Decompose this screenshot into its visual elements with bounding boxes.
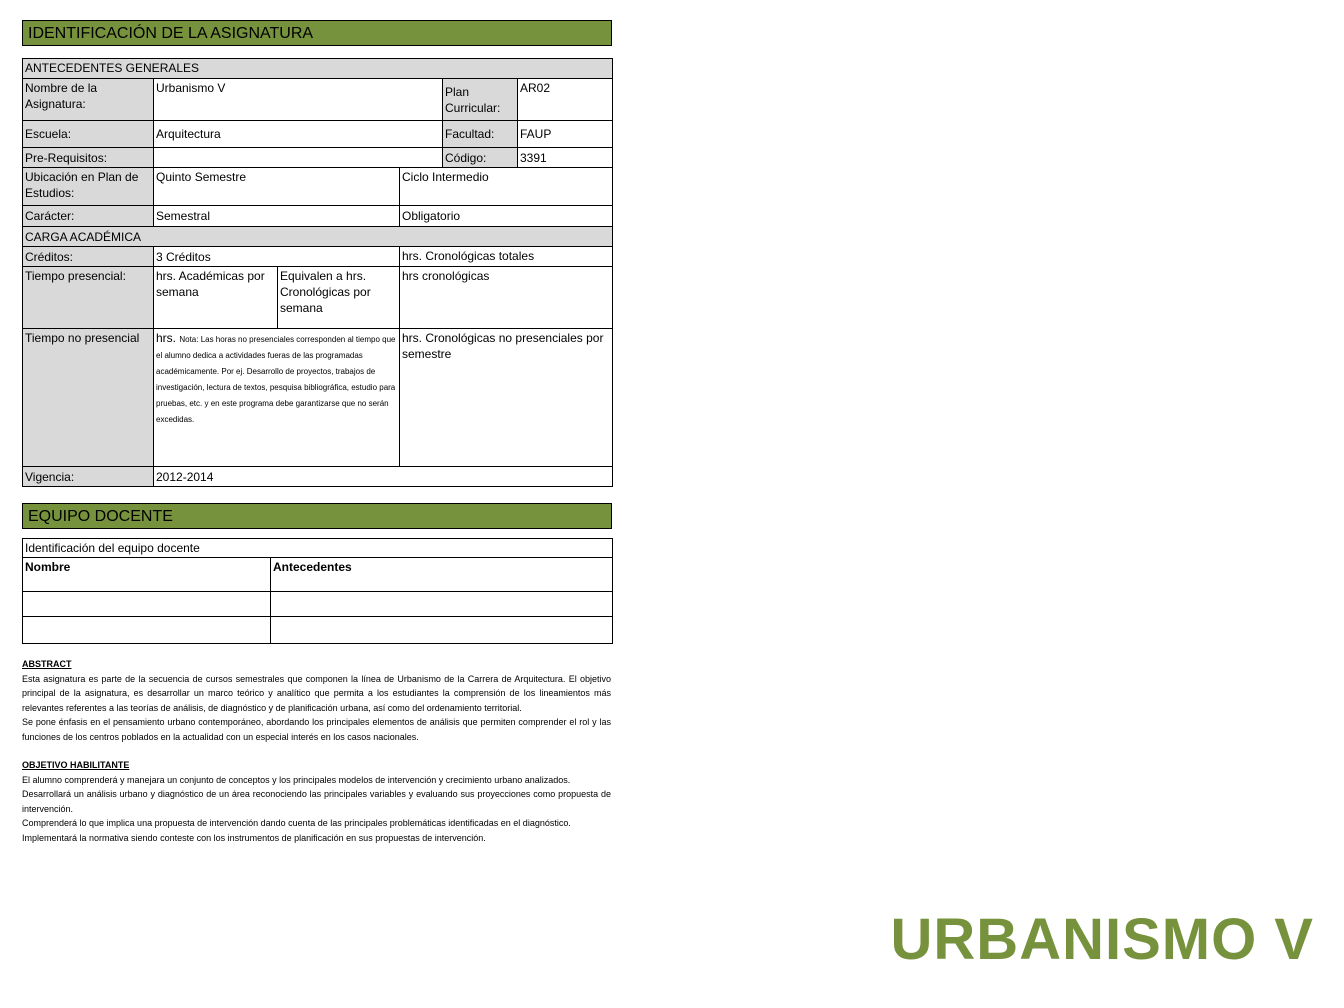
spacer xyxy=(22,744,611,758)
obligatorio-value: Obligatorio xyxy=(400,206,613,227)
nombre-label: Nombre de la Asignatura: xyxy=(23,79,154,121)
col-antecedentes: Antecedentes xyxy=(271,558,613,592)
no-presencial-cell xyxy=(154,329,400,467)
cronologicas-totales: hrs. Cronológicas totales xyxy=(400,247,613,267)
presencial-equivalen: Equivalen a hrs. Cronológicas por semana xyxy=(278,267,400,329)
docente-nombre-cell[interactable] xyxy=(23,592,271,617)
section-banner-equipo-docente: EQUIPO DOCENTE xyxy=(22,503,612,529)
no-presencial-hrs: hrs. xyxy=(156,331,180,345)
section-banner-identificacion: IDENTIFICACIÓN DE LA ASIGNATURA xyxy=(22,20,612,46)
docente-antecedentes-cell[interactable] xyxy=(271,617,613,644)
plan-value: AR02 xyxy=(518,79,613,121)
creditos-value: 3 Créditos xyxy=(154,247,400,267)
facultad-value: FAUP xyxy=(518,121,613,148)
objetivo-heading: OBJETIVO HABILITANTE xyxy=(22,760,130,770)
col-nombre: Nombre xyxy=(23,558,271,592)
presencial-academicas: hrs. Académicas por semana xyxy=(154,267,278,329)
nombre-value: Urbanismo V xyxy=(154,79,443,121)
objetivo-paragraph: Implementará la normativa siendo conteste con los instrumentos de planificación en sus propuestas de intervención. xyxy=(22,832,486,843)
course-form xyxy=(22,20,612,644)
codigo-value: 3391 xyxy=(518,148,613,168)
escuela-label: Escuela: xyxy=(23,121,154,148)
prereq-label: Pre-Requisitos: xyxy=(23,148,154,168)
docente-table xyxy=(22,538,613,644)
course-title: URBANISMO V xyxy=(890,907,1314,972)
plan-label: Plan Curricular: xyxy=(443,79,518,121)
creditos-label: Créditos: xyxy=(23,247,154,267)
abstract-paragraph: Se pone énfasis en el pensamiento urbano contemporáneo, abordando los principales elementos de análisis que permiten comprender el rol y las funciones de los centros poblados en la actualidad con un especial interés en los casos nacionales. xyxy=(22,717,611,742)
objetivo-paragraph: Comprenderá lo que implica una propuesta de intervención dando cuenta de las principales problemáticas identificadas en el diagnóstico. xyxy=(22,818,571,828)
ubicacion-label: Ubicación en Plan de Estudios: xyxy=(23,168,154,206)
objetivo-paragraph: Desarrollará un análisis urbano y diagnóstico de un área reconociendo las principales variables y evaluando sus proyecciones como propuesta de intervención. xyxy=(22,789,611,814)
presencial-label: Tiempo presencial: xyxy=(23,267,154,329)
prereq-value xyxy=(154,148,443,168)
antecedentes-heading: ANTECEDENTES GENERALES xyxy=(23,59,613,79)
abstract-paragraph: Esta asignatura es parte de la secuencia de cursos semestrales que componen la línea de Urbanismo de la Carrera de Arquitectura. El objetivo principal de la asignatura, es desarrollar un marco teórico y analítico que permita a los estudiantes la comprensión de los lineamientos más relevantes referentes a las teorías de análisis, de diagnóstico y de planificación urbana, así como del ordenamiento territorial. xyxy=(22,673,611,713)
docente-antecedentes-cell[interactable] xyxy=(271,592,613,617)
objetivo-paragraph: El alumno comprenderá y manejara un conjunto de conceptos y los principales modelos de intervención y crecimiento urbano analizados. xyxy=(22,774,571,785)
ubicacion-value: Quinto Semestre xyxy=(154,168,400,206)
presencial-cronologicas: hrs cronológicas xyxy=(400,267,613,329)
abstract-heading: ABSTRACT xyxy=(22,659,72,669)
no-presencial-label: Tiempo no presencial xyxy=(23,329,154,467)
no-presencial-semestre: hrs. Cronológicas no presenciales por semestre xyxy=(400,329,613,467)
no-presencial-note: Nota: Las horas no presenciales corresponden al tiempo que el alumno dedica a actividades fueras de las programadas académicamente. Por ej. Desarrollo de proyectos, trabajos de investigación, lectura de textos, pesquisa bibliográfica, estudio para pruebas, etc. y en este programa debe garantizarse que no serán excedidas. xyxy=(156,335,396,424)
description-text xyxy=(22,657,611,845)
facultad-label: Facultad: xyxy=(443,121,518,148)
docente-caption: Identificación del equipo docente xyxy=(23,539,613,558)
docente-nombre-cell[interactable] xyxy=(23,617,271,644)
codigo-label: Código: xyxy=(443,148,518,168)
ciclo-value: Ciclo Intermedio xyxy=(400,168,613,206)
vigencia-value: 2012-2014 xyxy=(154,467,613,487)
carga-heading: CARGA ACADÉMICA xyxy=(23,227,613,247)
vigencia-label: Vigencia: xyxy=(23,467,154,487)
caracter-label: Carácter: xyxy=(23,206,154,227)
escuela-value: Arquitectura xyxy=(154,121,443,148)
caracter-value: Semestral xyxy=(154,206,400,227)
antecedentes-table xyxy=(22,58,613,487)
